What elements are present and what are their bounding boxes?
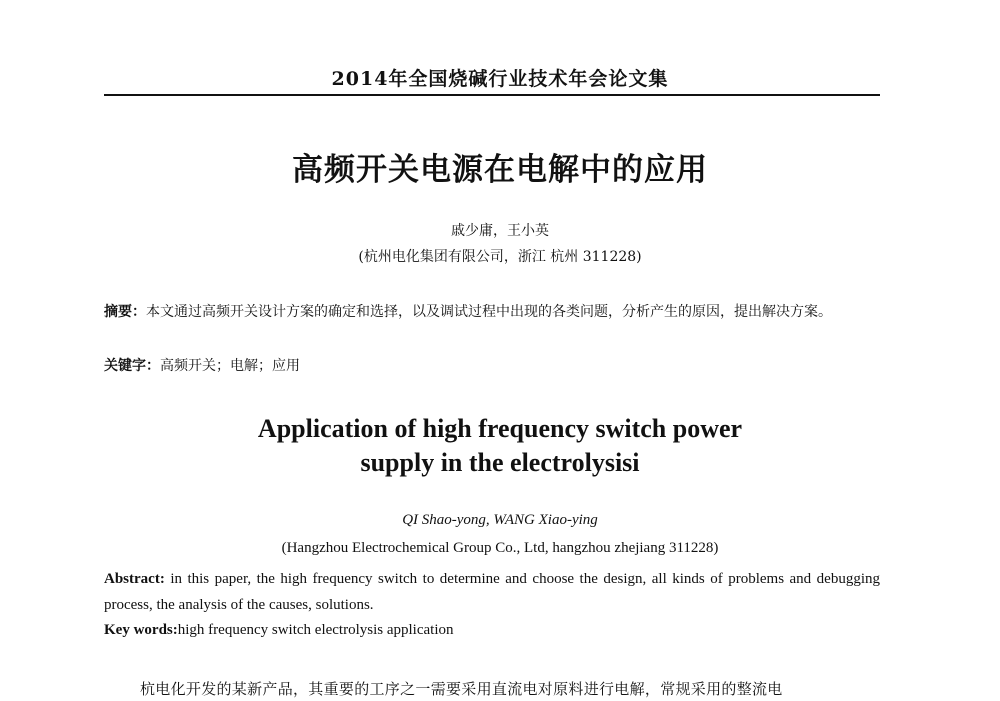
abstract-cn: [104, 300, 880, 324]
title-en-line1: Application of high frequency switch power: [257, 414, 743, 443]
abstract-en: [104, 566, 880, 618]
affiliation-cn: (杭州电化集团有限公司，浙江 杭州 311228): [358, 249, 642, 265]
abstract-text-cn: 本文通过高频开关设计方案的确定和选择，以及调试过程中出现的各类问题，分析产生的原因，提出解决方案。: [146, 304, 832, 320]
proceedings-header: 2014年全国烧碱行业技术年会论文集: [331, 68, 669, 90]
authors-en: QI Shao-yong, WANG Xiao-ying: [402, 512, 598, 528]
header-rule: [104, 94, 880, 96]
keywords-cn: [104, 355, 880, 375]
authors-cn: 戚少庸，王小英: [451, 223, 549, 239]
abstract-label-en: Abstract:: [104, 571, 165, 587]
keywords-en: [104, 622, 880, 639]
keywords-label-cn: 关键字：: [104, 358, 160, 374]
affiliation-en: (Hangzhou Electrochemical Group Co., Ltd, hangzhou zhejiang 311228): [281, 540, 719, 556]
paper-title-en: [0, 412, 1000, 480]
abstract-text-en: in this paper, the high frequency switch to determine and choose the design, all kinds of problems and debugging process, the analysis of the causes, solutions.: [104, 571, 880, 613]
abstract-label-cn: 摘要：: [104, 304, 146, 320]
title-en-line2: supply in the electrolysisi: [360, 448, 640, 477]
body-paragraph-first-line: 杭电化开发的某新产品，其重要的工序之一需要采用直流电对原料进行电解，常规采用的整流电: [140, 680, 783, 698]
paper-title-cn: 高频开关电源在电解中的应用: [292, 152, 708, 188]
keywords-label-en: Key words:: [104, 622, 178, 638]
keywords-text-cn: 高频开关；电解；应用: [160, 358, 300, 374]
keywords-text-en: high frequency switch electrolysis application: [177, 622, 454, 638]
